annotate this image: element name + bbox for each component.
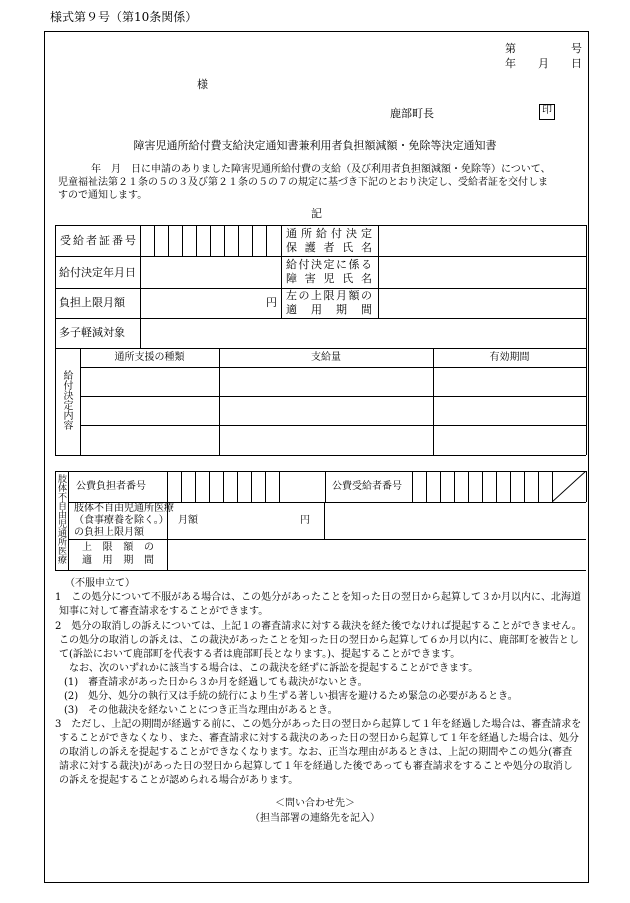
notice-line: この処分の取消しの訴えは、この裁決があったことを知った日の翌日から起算して６か月以内に、鹿部町を被告とし xyxy=(59,635,579,646)
notice-line: て(訴訟において鹿部町を代表する者は鹿部町長となります。)、提起することができます。 xyxy=(59,649,461,660)
ki-label: 記 xyxy=(311,207,322,220)
limit-period-label-2: 適用期間 xyxy=(82,555,154,566)
document-title: 障害児通所給付費支給決定通知書兼利用者負担額減額・免除等決定通知書 xyxy=(133,139,497,152)
notice-line: の訴えを提起することが認められる場合があります。 xyxy=(59,775,299,786)
notice-line: の取消しの訴えを提起することができなくなります。なお、正当な理由があるときは、上記の期間やこの処分(審査 xyxy=(59,747,573,758)
notice-line: 1 この処分について不服がある場合は、この処分があったことを知った日の翌日から起算して３か月以内に、北海道 xyxy=(55,592,582,603)
appeal-heading: （不服申立て） xyxy=(65,578,135,589)
monthly-label: 月額 xyxy=(178,515,198,526)
yen-label: 円 xyxy=(266,296,277,309)
medical-limit-line-3: の負担上限月額 xyxy=(74,527,144,538)
multi-child-label: 多子軽減対象 xyxy=(59,326,125,339)
medical-limit-line-1: 肢体不自由児通所医療 xyxy=(74,503,174,514)
col-service-type: 通所支援の種類 xyxy=(114,352,185,363)
notice-line: (3) その他裁決を経ないことにつき正当な理由があるとき。 xyxy=(64,705,338,716)
contact-note: （担当部署の連絡先を記入） xyxy=(250,813,380,824)
contact-heading: ＜問い合わせ先＞ xyxy=(275,798,355,809)
col-valid-period: 有効期間 xyxy=(489,352,530,363)
notice-line: (2) 処分、処分の執行又は手続の続行により生ずる著しい損害を避けるため緊急の必要があるとき。 xyxy=(64,691,518,702)
day-label: 日 xyxy=(571,57,582,70)
child-label-1: 給付決定に係る xyxy=(286,258,372,271)
intro-line-2: 児童福祉法第２１条の５の３及び第２１条の５の７の規定に基づき下記のとおり決定し、受給者証を交付しま xyxy=(58,177,548,188)
child-label-2: 障害児氏名 xyxy=(286,272,372,285)
recipient-number-label: 受給者証番号 xyxy=(60,234,136,247)
intro-line-3: すので通知します。 xyxy=(58,190,148,201)
notice-line: 2 処分の取消しの訴えについては、上記１の審査請求に対する裁決を経た後でなければ提起することができません。 xyxy=(55,621,582,632)
issuer-name: 鹿部町長 xyxy=(390,107,434,120)
decision-date-label: 給付決定年月日 xyxy=(59,266,136,279)
go-label: 号 xyxy=(571,42,582,55)
content-side-label: 給付決定内容 xyxy=(61,370,72,430)
notice-line: 知事に対して審査請求をすることができます。 xyxy=(59,606,269,617)
col-amount: 支給量 xyxy=(311,352,341,363)
public-recipient-label: 公費受給者番号 xyxy=(332,481,402,492)
period-label-2: 適用期間 xyxy=(286,303,372,316)
form-number: 様式第９号（第10条関係） xyxy=(50,10,198,24)
limit-period-label-1: 上限額の xyxy=(82,542,154,553)
recipient-suffix: 様 xyxy=(197,78,208,91)
medical-yen-label: 円 xyxy=(300,515,310,526)
month-label: 月 xyxy=(538,57,549,70)
medical-side-label: 肢体不自由児通所医療 xyxy=(56,474,66,564)
diagonal-slash xyxy=(552,471,586,502)
number-label: 第 xyxy=(505,42,516,55)
burden-limit-label: 負担上限月額 xyxy=(59,296,125,309)
year-label: 年 xyxy=(505,57,516,70)
notice-line: することができなくなり、また、審査請求に対する裁決のあった日の翌日から起算して１年を経過した場合は、処分 xyxy=(59,733,579,744)
medical-limit-line-2: （食事療養を除く。） xyxy=(74,515,169,526)
seal-mark: 印 xyxy=(539,104,555,120)
guardian-label-2: 保護者氏名 xyxy=(286,241,372,254)
notice-line: 3 ただし、上記の期間が経過する前に、この処分があった日の翌日から起算して１年を経過した場合は、審査請求を xyxy=(55,719,582,730)
intro-line-1: 年 月 日に申請のありました障害児通所給付費の支給（及び利用者負担額減額・免除等）について、 xyxy=(91,164,551,175)
notice-line: なお、次のいずれかに該当する場合は、この裁決を経ずに訴訟を提起することができます。 xyxy=(69,663,479,674)
notice-line: (1) 審査請求があった日から３か月を経過しても裁決がないとき。 xyxy=(64,677,368,688)
period-label-1: 左の上限月額の xyxy=(286,289,372,302)
guardian-label-1: 通所給付決定 xyxy=(286,227,372,240)
notice-line: 請求に対する裁決)があった日の翌日から起算して１年を経過した後であっても審査請求をすることや処分の取消し xyxy=(59,761,573,772)
public-payer-label: 公費負担者番号 xyxy=(76,481,146,492)
